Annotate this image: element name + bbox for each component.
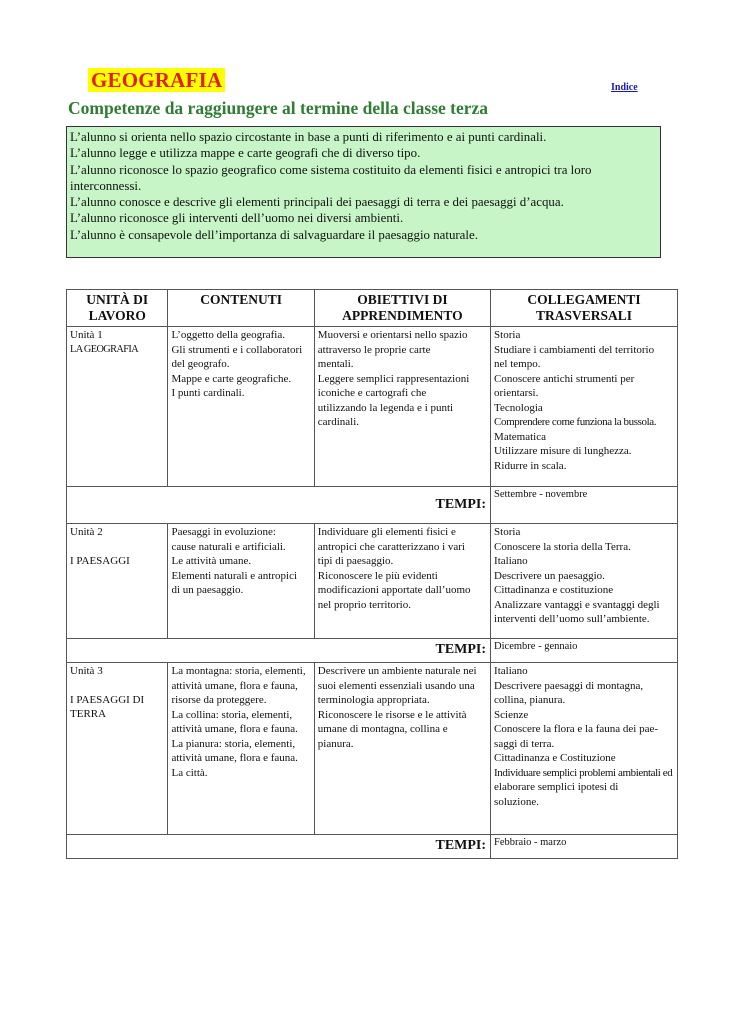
indice-link[interactable]: Indice: [611, 82, 638, 93]
contenuto-line: I punti cardinali.: [171, 387, 245, 399]
obiettivo-line: pianura.: [317, 737, 354, 750]
tempi-value: Dicembre - gennaio: [491, 639, 678, 663]
unit-name: I PAESAGGI DI TERRA: [70, 693, 145, 720]
unit-name: LA GEOGRAFIA: [70, 343, 139, 355]
programmazione-table: [66, 289, 678, 859]
obiettivo-line: antropici che caratterizzano i vari: [317, 540, 465, 553]
obiettivo-line: tipi di paesaggio.: [317, 555, 394, 567]
collegamento-line: Conoscere la flora e la fauna dei pae-: [494, 723, 659, 735]
obiettivo-line: utilizzando la legenda e i punti: [317, 401, 454, 414]
competenza-item: L’alunno conosce e descrive gli elementi principali dei paesaggi di terra e dei paesaggi d’acqua.: [70, 195, 564, 210]
competenza-item: L’alunno è consapevole dell’importanza di salvaguardare il paesaggio naturale.: [70, 227, 478, 242]
collegamento-line: collina, pianura.: [494, 694, 566, 706]
contenuto-line: Elementi naturali e antropici: [171, 569, 298, 582]
contenuto-line: Le attività umane.: [171, 555, 252, 567]
contenuto-line: L’oggetto della geografia.: [171, 329, 285, 341]
table-row-unit-3: [67, 663, 678, 835]
contenuto-line: cause naturali e artificiali.: [171, 540, 286, 553]
obiettivo-line: Muoversi e orientarsi nello spazio: [317, 329, 468, 341]
unit-number: Unità 1: [70, 329, 103, 341]
obiettivo-line: Descrivere un ambiente naturale nei: [317, 665, 477, 677]
tempi-value: Febbraio - marzo: [491, 835, 678, 859]
collegamenti-cell: [491, 663, 678, 835]
contenuto-line: La collina: storia, elementi,: [171, 708, 293, 721]
unit-number: Unità 3: [70, 665, 103, 677]
collegamento-line: Italiano: [494, 555, 528, 567]
collegamento-line: Storia: [494, 526, 521, 538]
obiettivo-line: terminologia appropriata.: [317, 694, 430, 706]
collegamento-line: Individuare semplici problemi ambientali ed: [494, 766, 673, 779]
obiettivi-cell: [314, 327, 490, 487]
header-collegamenti: COLLEGAMENTI TRASVERSALI: [491, 290, 678, 327]
collegamenti-cell: [491, 524, 678, 639]
obiettivo-line: modificazioni apportate dall’uomo: [317, 584, 471, 596]
collegamento-line: Analizzare vantaggi e svantaggi degli: [494, 598, 660, 611]
unit-cell: [67, 524, 168, 639]
table-row-unit-2: [67, 524, 678, 639]
tempi-row-unit-2: [67, 639, 678, 663]
collegamento-line: Comprendere come funziona la bussola.: [494, 416, 657, 428]
tempi-label: TEMPI:: [67, 835, 491, 859]
obiettivi-cell: [314, 663, 490, 835]
competenze-box: [66, 126, 661, 258]
collegamento-line: elaborare semplici ipotesi di: [494, 781, 619, 793]
contenuto-line: La montagna: storia, elementi,: [171, 665, 306, 677]
unit-name: I PAESAGGI: [70, 554, 130, 567]
competenze-heading: Competenze da raggiungere al termine della classe terza: [68, 98, 489, 118]
collegamento-line: Cittadinanza e costituzione: [494, 584, 614, 596]
tempi-label: TEMPI:: [67, 487, 491, 524]
obiettivo-line: nel proprio territorio.: [317, 598, 411, 611]
collegamento-line: Utilizzare misure di lunghezza.: [494, 445, 632, 457]
collegamento-line: Scienze: [494, 708, 529, 721]
contenuto-line: di un paesaggio.: [171, 584, 244, 596]
contenuto-line: Gli strumenti e i collaboratori: [171, 343, 303, 356]
tempi-value: Settembre - novembre: [491, 487, 678, 524]
unit-cell: [67, 663, 168, 835]
competenza-item: L’alunno riconosce gli interventi dell’uomo nei diversi ambienti.: [70, 211, 404, 226]
collegamento-line: Descrivere paesaggi di montagna,: [494, 679, 644, 692]
competenza-item: L’alunno riconosce lo spazio geografico come sistema costituito da elementi fisici e antropici tra loro interconnessi.: [70, 162, 592, 193]
collegamento-line: Studiare i cambiamenti del territorio: [494, 343, 655, 356]
collegamento-line: orientarsi.: [494, 387, 539, 399]
obiettivo-line: Riconoscere le più evidenti: [317, 569, 438, 582]
obiettivo-line: umane di montagna, collina e: [317, 723, 448, 735]
contenuto-line: attività umane, flora e fauna.: [171, 723, 298, 735]
contenuto-line: Mappe e carte geografiche.: [171, 372, 292, 385]
obiettivo-line: Riconoscere le risorse e le attività: [317, 708, 467, 721]
contenuto-line: La pianura: storia, elementi,: [171, 737, 296, 750]
collegamento-line: Cittadinanza e Costituzione: [494, 752, 616, 764]
collegamento-line: Conoscere antichi strumenti per: [494, 372, 635, 385]
obiettivo-line: attraverso le proprie carte: [317, 343, 431, 356]
table-row-unit-1: [67, 327, 678, 487]
collegamento-line: Conoscere la storia della Terra.: [494, 540, 631, 553]
collegamento-line: Ridurre in scala.: [494, 459, 567, 472]
contenuti-cell: [168, 663, 314, 835]
obiettivo-line: Individuare gli elementi fisici e: [317, 526, 456, 538]
collegamento-line: Tecnologia: [494, 401, 543, 414]
header-unita: UNITÀ DI LAVORO: [67, 290, 168, 327]
competenza-item: L’alunno legge e utilizza mappe e carte geografi che di diverso tipo.: [70, 146, 421, 161]
obiettivi-cell: [314, 524, 490, 639]
contenuti-cell: [168, 524, 314, 639]
collegamento-line: interventi dell’uomo sull’ambiente.: [494, 613, 650, 625]
obiettivo-line: iconiche e cartografi che: [317, 387, 427, 399]
contenuto-line: risorse da proteggere.: [171, 694, 267, 706]
competenza-item: L’alunno si orienta nello spazio circostante in base a punti di riferimento e ai punti cardinali.: [70, 130, 547, 144]
contenuto-line: La città.: [171, 766, 208, 779]
table-header-row: [67, 290, 678, 327]
tempi-row-unit-3: [67, 835, 678, 859]
tempi-row-unit-1: [67, 487, 678, 524]
contenuti-cell: [168, 327, 314, 487]
collegamento-line: saggi di terra.: [494, 737, 555, 750]
collegamento-line: nel tempo.: [494, 358, 541, 370]
page-title: GEOGRAFIA: [88, 68, 225, 92]
obiettivo-line: suoi elementi essenziali usando una: [317, 679, 475, 692]
unit-cell: [67, 327, 168, 487]
obiettivo-line: mentali.: [317, 358, 354, 370]
contenuto-line: del geografo.: [171, 358, 230, 370]
collegamento-line: Matematica: [494, 430, 546, 443]
header-contenuti: CONTENUTI: [168, 290, 314, 327]
tempi-label: TEMPI:: [67, 639, 491, 663]
header-obiettivi: OBIETTIVI DI APPRENDIMENTO: [314, 290, 490, 327]
contenuto-line: attività umane, flora e fauna.: [171, 752, 298, 764]
unit-number: Unità 2: [70, 526, 103, 538]
obiettivo-line: cardinali.: [317, 416, 360, 428]
collegamenti-cell: [491, 327, 678, 487]
collegamento-line: Storia: [494, 329, 521, 341]
contenuto-line: attività umane, flora e fauna,: [171, 679, 298, 692]
collegamento-line: Italiano: [494, 665, 528, 677]
collegamento-line: Descrivere un paesaggio.: [494, 569, 605, 582]
obiettivo-line: Leggere semplici rappresentazioni: [317, 372, 470, 385]
collegamento-line: soluzione.: [494, 795, 539, 808]
contenuto-line: Paesaggi in evoluzione:: [171, 526, 276, 538]
